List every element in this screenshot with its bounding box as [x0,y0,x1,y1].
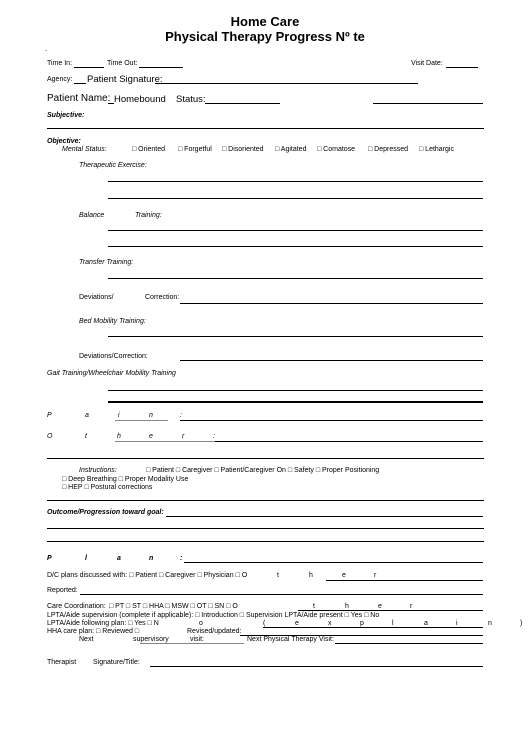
mental-status-oriented[interactable]: □ Oriented [132,146,166,153]
care-coordination-options[interactable]: □ PT □ ST □ HHA □ MSW □ OT □ SN □ O [109,603,238,610]
time-in-label: Time In: [47,60,73,67]
other-line[interactable] [215,441,483,442]
next-label: Next [79,636,94,643]
next-pt-visit-line[interactable] [335,643,483,644]
homebound-label: Homebound [114,94,166,105]
other-underline [115,441,215,442]
deviations-correction-label: Deviations/Correction: [79,353,148,360]
pain-letter-i: i [118,412,120,419]
reported-line[interactable] [80,594,483,595]
balance-line-2[interactable] [108,246,483,247]
bed-mobility-line[interactable] [108,336,483,337]
pain-underline [115,420,168,421]
correction-label: Correction: [145,294,180,301]
other-letter-o: O [47,433,53,440]
dot-mark: . [45,44,48,53]
objective-label: Objective: [47,138,81,145]
signature-title-line[interactable] [150,666,483,667]
pain-letter-colon: : [180,412,182,419]
outcome-line-1[interactable] [166,516,483,517]
dc-other-letter-t: t [277,572,279,579]
explain-letter-l: l [392,620,394,627]
other-line-2[interactable] [47,458,484,459]
mental-status-forgetful[interactable]: □ Forgetful [178,146,212,153]
instructions-label: Instructions: [79,467,117,474]
visit-date-label: Visit Date: [411,60,443,67]
pain-line[interactable] [180,420,483,421]
subjective-line[interactable] [47,128,484,129]
other-letter-h: h [117,433,121,440]
explain-line[interactable] [263,627,483,628]
deviations-label: Deviations/ [79,294,114,301]
outcome-line-3[interactable] [47,541,484,542]
plan-letter-colon: : [180,555,183,562]
dc-other-letter-e: e [342,572,346,579]
balance-label: Balance [79,212,105,219]
instructions-options-3[interactable]: □ HEP □ Postural corrections [62,484,153,491]
dc-other-letter-r: r [374,572,377,579]
instructions-options-1[interactable]: □ Patient □ Caregiver □ Patient/Caregiver On □ Safety □ Proper Positioning [146,467,380,474]
agency-line[interactable] [74,83,86,84]
transfer-correction-line[interactable] [180,303,483,304]
outcome-label: Outcome/Progression toward goal: [47,509,164,516]
next-pt-visit-label: Next Physical Therapy Visit: [247,636,334,643]
care-other-letter-h: h [345,603,349,610]
dc-other-line[interactable] [326,580,483,581]
care-other-letter-e: e [378,603,382,610]
balance-line-1[interactable] [108,230,483,231]
lpta-supervision-row[interactable]: LPTA/Aide supervision (complete if applicable): □ Introduction □ Supervision LPTA/Aide present □ Yes □ No [47,612,380,619]
explain-letter-e: e [295,620,299,627]
time-out-line[interactable] [139,67,183,68]
mental-status-label: Mental Status: [62,146,107,153]
therapeutic-line-1[interactable] [108,181,483,182]
explain-letter-p: p [360,620,364,627]
visit-label: visit: [190,636,204,643]
mental-status-depressed[interactable]: □ Depressed [368,146,409,153]
gait-line-2[interactable] [108,401,483,403]
mental-status-comatose[interactable]: □ Comatose [317,146,356,153]
time-out-label: Time Out: [107,60,138,67]
care-other-letter-t: t [313,603,315,610]
outcome-line-2[interactable] [47,528,484,529]
outcome-top-line [47,500,484,501]
mental-status-lethargic[interactable]: □ Lethargic [419,146,454,153]
patient-signature-line[interactable] [155,83,418,84]
other-letter-r: r [182,433,185,440]
dc-plans-label[interactable]: D/C plans discussed with: □ Patient □ Caregiver □ Physician □ O [47,572,248,579]
explain-letter-o: o [199,620,203,627]
explain-letter-x: x [328,620,332,627]
care-coordination-label: Care Coordination: [47,603,106,610]
explain-letter-i: i [456,620,458,627]
supervisory-label: supervisory [133,636,169,643]
pain-letter-n: n [149,412,153,419]
other-letter-e: e [149,433,153,440]
reported-label: Reported: [47,587,78,594]
supervisory-visit-line[interactable] [140,643,244,644]
patient-name-label: Patient Name: [47,93,111,104]
status-line[interactable] [205,103,280,104]
explain-letter-a: a [424,620,428,627]
plan-letter-a: a [117,555,121,562]
subjective-label: Subjective: [47,112,85,119]
mental-status-disoriented[interactable]: □ Disoriented [222,146,264,153]
therapeutic-line-2[interactable] [108,198,483,199]
signature-title-label: Signature/Title: [93,659,140,666]
visit-date-line[interactable] [446,67,478,68]
instructions-options-2[interactable]: □ Deep Breathing □ Proper Modality Use [62,476,189,483]
gait-line-1[interactable] [108,390,483,391]
bed-mobility-label: Bed Mobility Training: [79,318,146,325]
hha-care-plan-row[interactable]: HHA care plan: □ Reviewed □ [47,628,140,635]
explain-letter-open-paren: ( [263,620,266,627]
dc-other-letter-h: h [309,572,313,579]
mental-status-agitated[interactable]: □ Agitated [275,146,307,153]
pain-letter-p: P [47,412,52,419]
explain-letter-n: n [488,620,492,627]
patient-name-right-line[interactable] [373,103,483,104]
plan-letter-p: P [47,555,52,562]
revised-updated-label: Revised/updated: [187,628,242,635]
bed-correction-line[interactable] [180,360,483,361]
plan-letter-l: l [85,555,87,562]
form-title-line2: Physical Therapy Progress Nº te [165,29,365,44]
plan-line[interactable] [184,562,483,563]
status-label: Status: [176,94,206,105]
care-other-line[interactable] [298,610,483,611]
care-other-letter-r: r [410,603,413,610]
explain-letter-close-paren: ) [520,620,523,627]
patient-signature-label: Patient Signature: [87,74,163,85]
other-letter-colon: : [213,433,215,440]
time-in-line[interactable] [74,67,104,68]
form-title-line1: Home Care [230,14,300,29]
lpta-following-row[interactable]: LPTA/Aide following plan: □ Yes □ N [47,620,159,627]
therapeutic-exercise-label: Therapeutic Exercise: [79,162,147,169]
agency-label: Agency: [47,76,73,83]
gait-training-label: Gait Training/Wheelchair Mobility Training [47,370,176,377]
pain-letter-a: a [85,412,89,419]
therapist-label: Therapist [47,659,77,666]
training-label: Training: [135,212,162,219]
other-letter-t: t [85,433,87,440]
transfer-training-label: Transfer Training: [79,259,134,266]
plan-letter-n: n [149,555,154,562]
transfer-line-1[interactable] [108,278,483,279]
